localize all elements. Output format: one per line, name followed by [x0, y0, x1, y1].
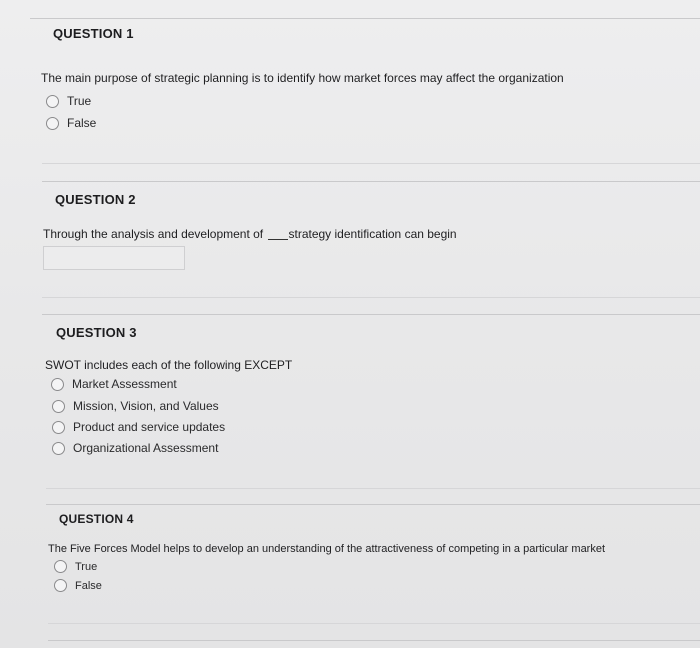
radio-button[interactable] [54, 579, 67, 592]
divider [46, 488, 700, 489]
question-2-answer-input[interactable] [43, 246, 185, 270]
question-3-option-1[interactable] [51, 377, 177, 391]
radio-button[interactable] [46, 117, 59, 130]
question-1-option-false[interactable] [46, 116, 96, 130]
radio-button[interactable] [54, 560, 67, 573]
question-4-option-false[interactable] [54, 579, 102, 592]
divider [48, 640, 700, 641]
radio-button[interactable] [52, 421, 65, 434]
option-label: False [75, 579, 102, 592]
question-3-option-3[interactable] [52, 420, 225, 434]
question-1-title: QUESTION 1 [53, 26, 134, 41]
question-2-text-before: Through the analysis and development of [43, 227, 264, 241]
divider [42, 181, 700, 182]
question-2-text-after: strategy identification can begin [288, 227, 457, 241]
question-2-text [43, 227, 457, 241]
option-label: True [75, 560, 98, 573]
question-4-text: The Five Forces Model helps to develop an understanding of the attractiveness of competing in a particular market [48, 543, 606, 555]
blank-line [268, 239, 288, 240]
option-label: True [67, 94, 92, 108]
question-4-title: QUESTION 4 [59, 512, 134, 526]
question-4-option-true[interactable] [54, 560, 97, 573]
question-3-option-4[interactable] [52, 441, 218, 455]
question-2-title: QUESTION 2 [55, 192, 136, 207]
question-3-text: SWOT includes each of the following EXCEPT [45, 358, 293, 372]
question-3-option-2[interactable] [52, 399, 219, 413]
divider [42, 314, 700, 315]
question-1-text: The main purpose of strategic planning is to identify how market forces may affect the organization [41, 71, 564, 85]
divider [48, 623, 700, 624]
question-3-title: QUESTION 3 [56, 325, 137, 340]
radio-button[interactable] [52, 400, 65, 413]
option-label: Organizational Assessment [73, 441, 219, 455]
divider [42, 163, 700, 164]
option-label: Mission, Vision, and Values [73, 399, 219, 413]
radio-button[interactable] [51, 378, 64, 391]
question-1-option-true[interactable] [46, 94, 91, 108]
divider [30, 18, 700, 19]
divider [42, 297, 700, 298]
radio-button[interactable] [46, 95, 59, 108]
option-label: Product and service updates [73, 420, 226, 434]
divider [46, 504, 700, 505]
option-label: Market Assessment [72, 377, 177, 391]
option-label: False [67, 116, 97, 130]
radio-button[interactable] [52, 442, 65, 455]
